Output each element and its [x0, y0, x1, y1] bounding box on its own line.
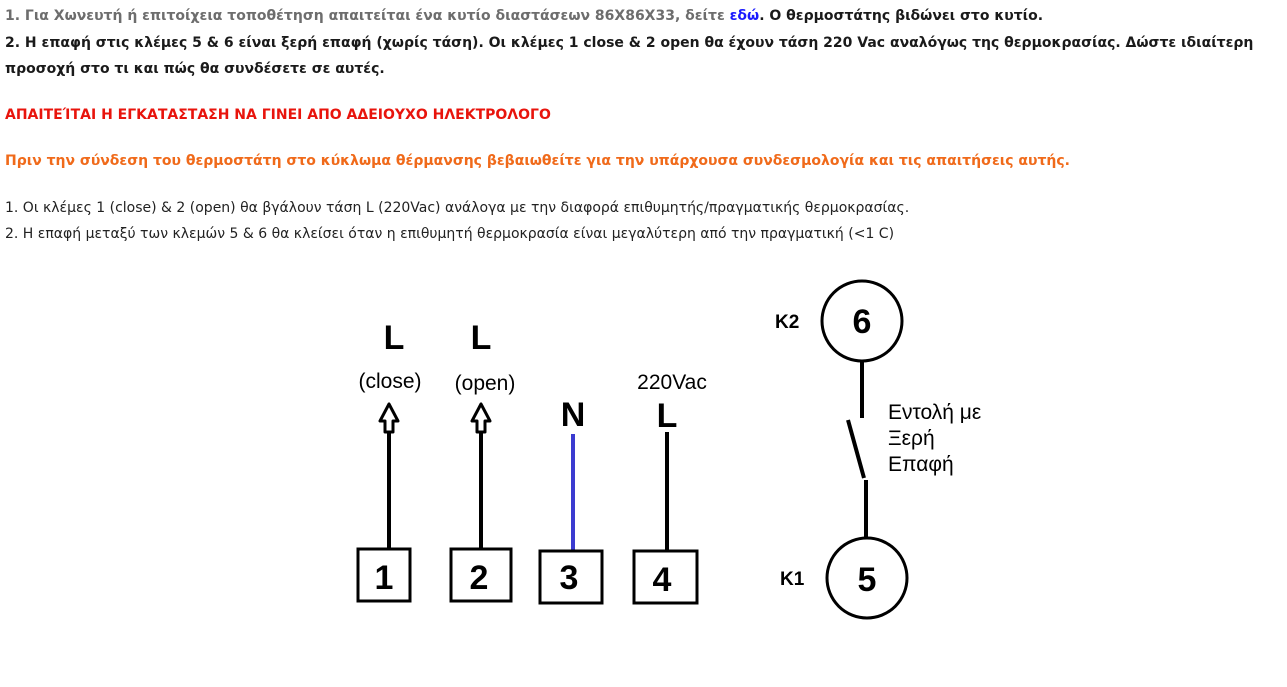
terminal-4-number: 4 [652, 561, 672, 599]
wiring-warning: Πριν την σύνδεση του θερμοστάτη στο κύκλωμα θέρμανσης βεβαιωθείτε για την υπάρχουσα συνδεσμολογία και τις απαιτήσεις αυτής. [5, 153, 1070, 169]
terminal-3-number: 3 [559, 559, 579, 597]
relay-upper-label: K2 [775, 312, 800, 333]
terminal-4-line-label: L [656, 397, 678, 435]
terminal-2-line-label: L [470, 319, 492, 357]
note-line-1-text: 1. Για Χωνευτή ή επιτοίχεια τοποθέτηση απαιτείται ένα κυτίο διαστάσεων 86Χ86Χ33, δείτε [5, 8, 730, 24]
note-line-2: 2. Η επαφή στις κλέμες 5 & 6 είναι ξερή επαφή (χωρίς τάση). Οι κλέμες 1 close & 2 open θα έχουν τάση 220 Vac αναλόγως της θερμοκρασίας. Δώστε ιδιαίτερη [5, 35, 1254, 51]
relay-switch-blade [848, 420, 864, 478]
terminal-2-number: 2 [469, 559, 489, 597]
terminal-1-arrow-icon [380, 404, 398, 432]
terminal-4 [634, 371, 707, 603]
terminal-3 [540, 396, 602, 603]
terminal-2-arrow-icon [472, 404, 490, 432]
terminal-3-neutral-label: N [560, 396, 586, 434]
terminal-1 [358, 319, 422, 601]
relay-lower-label: K1 [780, 569, 805, 590]
terminal-4-voltage-label: 220Vac [637, 371, 707, 394]
terminal-1-sub-label: (close) [358, 370, 422, 393]
note-line-1-end: . Ο θερμοστάτης βιδώνει στο κυτίο. [759, 8, 1044, 24]
installation-warning: ΑΠΑΙΤΕΊΤΑΙ Η ΕΓΚΑΤΑΣΤΑΣΗ ΝΑ ΓΙΝΕΙ ΑΠΟ ΑΔΕΙΟΥΧΟ ΗΛΕΚΤΡΟΛΟΓΟ [5, 107, 551, 123]
relay-upper-number: 6 [852, 303, 872, 341]
note-line-3: προσοχή στο τι και πώς θα συνδέσετε σε αυτές. [5, 61, 385, 77]
relay-text-line-2: Ξερή [888, 427, 935, 450]
terminal-1-line-label: L [383, 319, 405, 357]
relay-text-line-1: Εντολή με [888, 401, 982, 424]
terminal-2 [451, 319, 515, 601]
relay-contact [775, 281, 981, 618]
terminal-2-sub-label: (open) [454, 372, 516, 395]
info-line-1: 1. Οι κλέμες 1 (close) & 2 (open) θα βγάλουν τάση L (220Vac) ανάλογα με την διαφορά επιθυμητής/πραγματικής θερμοκρασίας. [5, 200, 910, 216]
here-link[interactable]: εδώ [729, 8, 760, 24]
info-line-2: 2. Η επαφή μεταξύ των κλεμών 5 & 6 θα κλείσει όταν η επιθυμητή θερμοκρασία είναι μεγαλύτερη από την πραγματική (<1 C) [5, 226, 895, 242]
relay-text-line-3: Επαφή [888, 453, 954, 476]
terminal-1-number: 1 [374, 559, 394, 597]
relay-lower-number: 5 [857, 561, 877, 599]
